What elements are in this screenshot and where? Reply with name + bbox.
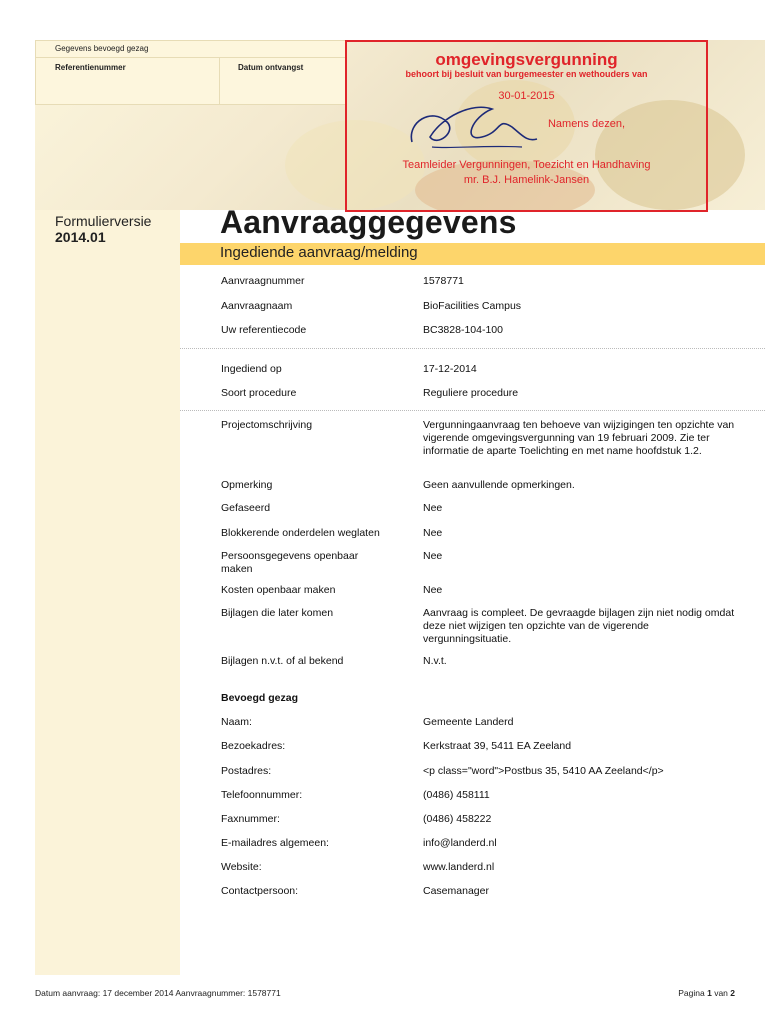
field-label: Blokkerende onderdelen weglaten bbox=[221, 527, 380, 539]
field-value: BC3828-104-100 bbox=[423, 324, 503, 336]
header-section-label: Gegevens bevoegd gezag bbox=[55, 44, 149, 53]
field-value: Nee bbox=[423, 550, 443, 562]
field-label: Bijlagen n.v.t. of al bekend bbox=[221, 655, 344, 667]
page-mid: van bbox=[711, 988, 731, 998]
field-value: 17-12-2014 bbox=[423, 363, 477, 375]
field-label: Contactpersoon: bbox=[221, 885, 299, 897]
field-value: www.landerd.nl bbox=[423, 861, 495, 873]
field-label: Persoonsgegevens openbaar maken bbox=[221, 550, 359, 575]
ref-number-label: Referentienummer bbox=[55, 63, 126, 72]
field-value: <p class="word">Postbus 35, 5410 AA Zeeland</p> bbox=[423, 765, 664, 777]
stamp-name: mr. B.J. Hamelink-Jansen bbox=[463, 174, 590, 186]
divider bbox=[180, 348, 765, 349]
page-title: Aanvraaggegevens bbox=[220, 204, 517, 240]
field-label: E-mailadres algemeen: bbox=[221, 837, 329, 849]
page-total: 2 bbox=[730, 988, 735, 998]
field-label: Opmerking bbox=[221, 479, 273, 491]
field-label: Postadres: bbox=[221, 765, 272, 777]
field-label: Kosten openbaar maken bbox=[221, 584, 336, 596]
approval-stamp bbox=[345, 40, 708, 212]
stamp-date: 30-01-2015 bbox=[498, 90, 555, 102]
field-value: Geen aanvullende opmerkingen. bbox=[423, 479, 575, 491]
field-value: Nee bbox=[423, 527, 443, 539]
page-subtitle: Ingediende aanvraag/melding bbox=[220, 244, 418, 261]
field-value: Nee bbox=[423, 584, 443, 596]
stamp-subtitle: behoort bij besluit van burgemeester en wethouders van bbox=[405, 69, 648, 79]
field-label: Aanvraagnummer bbox=[221, 275, 305, 287]
field-label: Bezoekadres: bbox=[221, 740, 286, 752]
form-version-number: 2014.01 bbox=[55, 229, 106, 245]
field-value: Nee bbox=[423, 502, 443, 514]
page-current: 1 bbox=[707, 988, 712, 998]
field-label: Naam: bbox=[221, 716, 252, 728]
field-value: N.v.t. bbox=[423, 655, 447, 667]
footer-request-info: Datum aanvraag: 17 december 2014 Aanvraagnummer: 1578771 bbox=[35, 988, 281, 998]
field-label: Aanvraagnaam bbox=[221, 300, 293, 312]
field-value: Gemeente Landerd bbox=[423, 716, 514, 728]
field-value: Reguliere procedure bbox=[423, 387, 519, 399]
field-label: Projectomschrijving bbox=[221, 419, 313, 431]
stamp-on-behalf: Namens dezen, bbox=[547, 118, 626, 130]
field-value: 1578771 bbox=[423, 275, 464, 287]
field-label: Soort procedure bbox=[221, 387, 297, 399]
footer-page-number bbox=[678, 988, 735, 998]
page-prefix: Pagina bbox=[678, 988, 708, 998]
field-label: Uw referentiecode bbox=[221, 324, 307, 336]
field-value: Kerkstraat 39, 5411 EA Zeeland bbox=[423, 740, 572, 752]
field-label: Bijlagen die later komen bbox=[221, 607, 334, 619]
form-version-label: Formulierversie bbox=[55, 213, 152, 229]
date-received-label: Datum ontvangst bbox=[238, 63, 304, 72]
field-value: Vergunningaanvraag ten behoeve van wijzigingen ten opzichte van vigerende omgevingsvergunning van 19 februari 2009. Zie ter informatie de aparte Toelichting en met name hoofdstuk 1.2. bbox=[423, 419, 735, 457]
field-value: (0486) 458222 bbox=[423, 813, 492, 825]
field-value: Casemanager bbox=[423, 885, 489, 897]
authority-heading: Bevoegd gezag bbox=[221, 692, 299, 704]
divider bbox=[180, 410, 765, 411]
field-value: Aanvraag is compleet. De gevraagde bijlagen zijn niet nodig omdat deze niet wijzigen ten opzichte van de vigerende vergunningsituatie. bbox=[423, 607, 735, 645]
stamp-title: omgevingsvergunning bbox=[435, 50, 618, 69]
field-label: Ingediend op bbox=[221, 363, 282, 375]
field-value: (0486) 458111 bbox=[423, 789, 490, 801]
field-value: BioFacilities Campus bbox=[423, 300, 522, 312]
field-label: Website: bbox=[221, 861, 262, 873]
stamp-role: Teamleider Vergunningen, Toezicht en Handhaving bbox=[402, 159, 651, 171]
field-label: Gefaseerd bbox=[221, 502, 271, 514]
field-label: Faxnummer: bbox=[221, 813, 280, 825]
field-label: Telefoonnummer: bbox=[221, 789, 303, 801]
field-value: info@landerd.nl bbox=[423, 837, 497, 849]
